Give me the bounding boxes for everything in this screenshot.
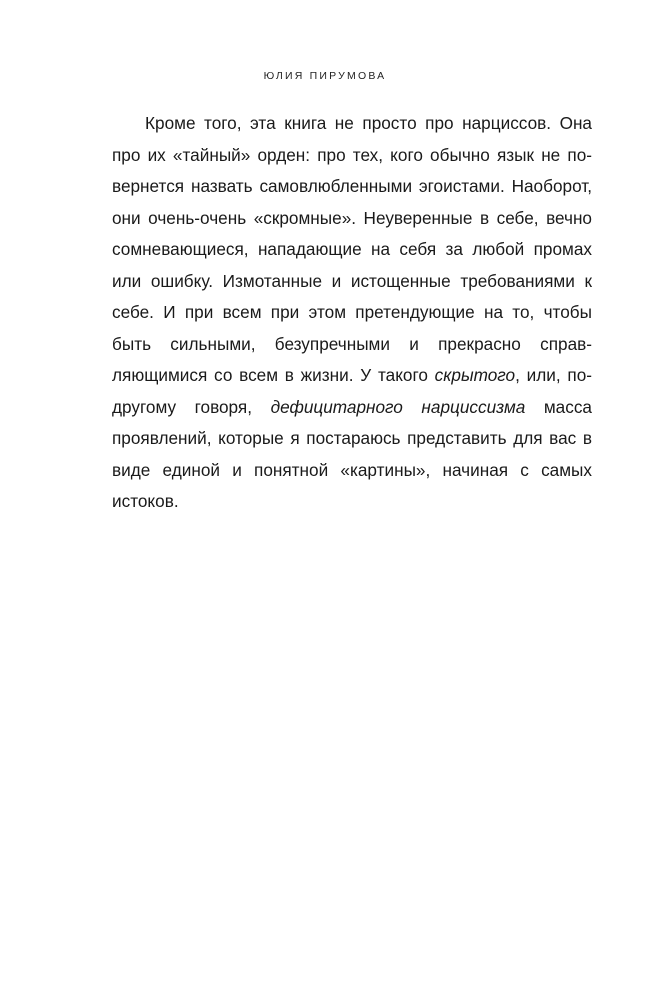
- paragraph-italic-term-1: скрытого: [434, 365, 516, 385]
- body-paragraph: [112, 108, 592, 518]
- paragraph-italic-term-2: дефицитарного нарциссизма: [270, 396, 526, 417]
- paragraph-text-part-3: масса проявлений, которые я постараюсь представить для вас в виде единой и понятной «картины», начиная с самых истоков.: [112, 396, 592, 511]
- paragraph-text-part-1: Кроме того, эта книга не просто про нарциссов. Она про их «тайный» орден: про тех, кого обычно язык не повернется назвать самовлюбленными эгоистами. Наоборот, они очень-очень «скромные». Неуверенные в себе, вечно сомневающиеся, нападающие на себя за любой промах или ошибку. Измотанные и истощенные требованиями к себе. И при всем при этом претендующие на то, чтобы быть сильными, безупречными и прекрасно справляющимися со всем в жизни. У такого: [112, 113, 592, 385]
- running-header: ЮЛИЯ ПИРУМОВА: [263, 70, 387, 82]
- paragraph-text-part-2: , или, по-другому говоря,: [112, 365, 593, 417]
